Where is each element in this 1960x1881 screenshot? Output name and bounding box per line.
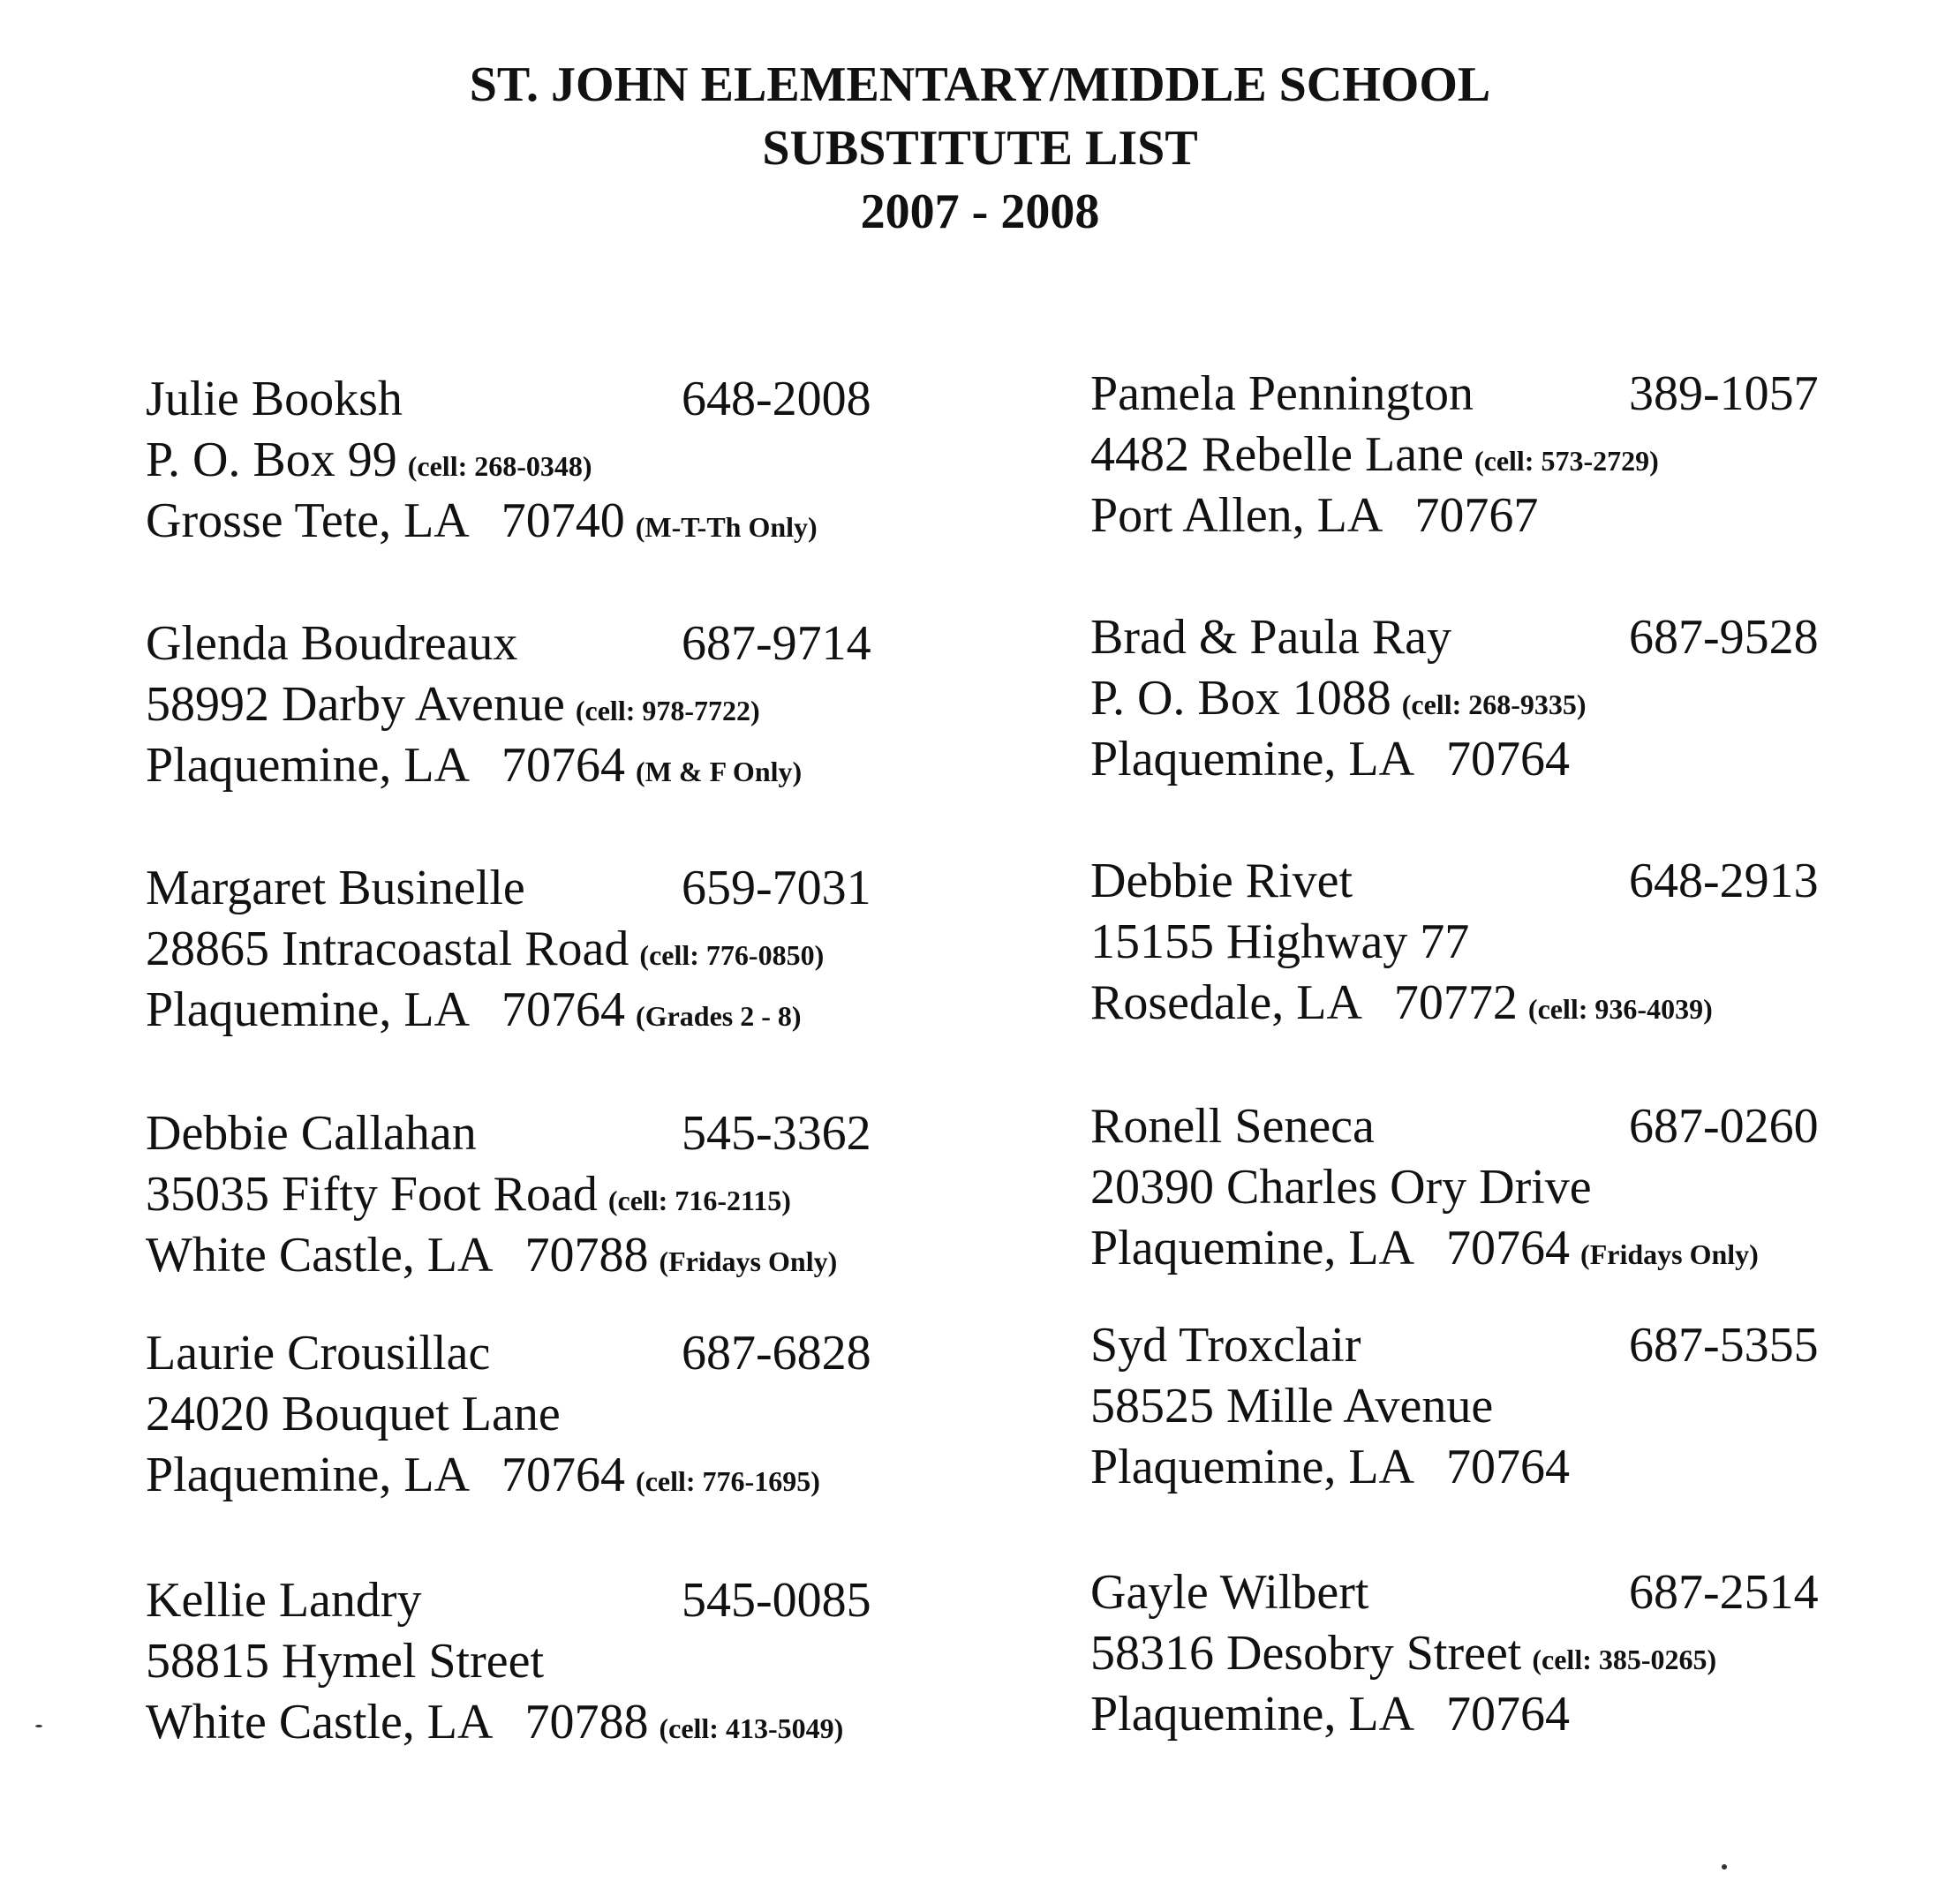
zip-code: 70788 [524, 1228, 649, 1283]
name-line [146, 1103, 940, 1164]
document-header [0, 53, 1960, 244]
city-state: Grosse Tete, LA [146, 493, 470, 548]
street-address: P. O. Box 1088 [1090, 671, 1391, 726]
city-line [146, 1445, 940, 1506]
zip-code: 70764 [501, 982, 626, 1037]
substitute-phone: 687-5355 [1629, 1318, 1819, 1373]
substitute-name: Syd Troxclair [1090, 1318, 1361, 1373]
city-line [146, 1225, 940, 1286]
address-note: (cell: 385-0265) [1532, 1644, 1717, 1675]
address-line [1090, 425, 1885, 485]
city-state: Port Allen, LA [1090, 488, 1383, 543]
city-state: White Castle, LA [146, 1695, 494, 1749]
substitute-entry [146, 1103, 940, 1349]
substitute-phone: 687-2514 [1629, 1565, 1819, 1620]
zip-code: 70764 [1446, 732, 1571, 786]
substitute-entry [1090, 1315, 1885, 1561]
substitute-phone: 389-1057 [1629, 366, 1819, 421]
substitute-entry [146, 369, 940, 614]
substitute-phone: 545-3362 [682, 1106, 871, 1161]
availability-note: (Fridays Only) [1580, 1238, 1759, 1270]
address-line [146, 430, 940, 491]
name-line [146, 858, 940, 919]
city-state: Plaquemine, LA [146, 1448, 471, 1502]
substitute-entry [1090, 1096, 1885, 1342]
address-note: (cell: 268-0348) [407, 450, 592, 482]
city-state: Plaquemine, LA [1090, 1221, 1415, 1275]
availability-note: (M-T-Th Only) [635, 511, 818, 543]
address-note: (cell: 716-2115) [607, 1185, 791, 1216]
substitute-entry [146, 858, 940, 1103]
city-line [146, 491, 940, 552]
city-line [1090, 729, 1885, 790]
city-state: Plaquemine, LA [146, 738, 471, 793]
substitute-name: Debbie Callahan [146, 1106, 477, 1161]
substitute-entry [1090, 1562, 1885, 1808]
address-line [1090, 1623, 1885, 1684]
substitute-entry [146, 1570, 940, 1816]
school-name-heading: ST. JOHN ELEMENTARY/MIDDLE SCHOOL [469, 57, 1491, 112]
city-state: Plaquemine, LA [1090, 1440, 1415, 1494]
zip-code: 70764 [1446, 1687, 1571, 1742]
school-year-heading: 2007 - 2008 [860, 184, 1100, 239]
scan-speck [35, 1725, 42, 1727]
substitute-phone: 687-0260 [1629, 1099, 1819, 1154]
address-line [1090, 912, 1885, 973]
substitute-name: Debbie Rivet [1090, 854, 1353, 908]
name-line [1090, 851, 1885, 912]
substitute-name: Kellie Landry [146, 1573, 422, 1628]
name-line [1090, 1315, 1885, 1376]
address-note: (cell: 776-0850) [639, 939, 825, 971]
city-line [1090, 485, 1885, 546]
street-address: 58992 Darby Avenue [146, 677, 565, 732]
substitute-phone: 687-9528 [1629, 610, 1819, 665]
name-line [146, 1570, 940, 1631]
address-note: (cell: 978-7722) [575, 695, 760, 726]
zip-code: 70764 [501, 738, 626, 793]
substitute-name: Brad & Paula Ray [1090, 610, 1452, 665]
zip-code: 70772 [1393, 975, 1518, 1030]
address-line [146, 1384, 940, 1445]
city-line [1090, 1218, 1885, 1279]
city-line [1090, 973, 1885, 1034]
street-address: 35035 Fifty Foot Road [146, 1167, 598, 1222]
availability-note: (M & F Only) [636, 756, 803, 787]
address-line [1090, 668, 1885, 729]
zip-code: 70764 [501, 1448, 626, 1502]
city-state: Plaquemine, LA [146, 982, 471, 1037]
substitute-name: Glenda Boudreaux [146, 616, 518, 671]
address-line [146, 674, 940, 735]
address-line [146, 1164, 940, 1225]
availability-note: (cell: 936-4039) [1527, 993, 1713, 1025]
street-address: 58815 Hymel Street [146, 1634, 545, 1689]
street-address: 24020 Bouquet Lane [146, 1387, 561, 1441]
name-line [1090, 364, 1885, 425]
substitute-name: Laurie Crousillac [146, 1326, 491, 1381]
street-address: 58316 Desobry Street [1090, 1626, 1522, 1681]
substitute-phone: 659-7031 [682, 861, 871, 915]
substitute-name: Gayle Wilbert [1090, 1565, 1369, 1620]
substitute-entry [1090, 364, 1885, 609]
list-title-heading: SUBSTITUTE LIST [762, 121, 1198, 176]
name-line [1090, 1096, 1885, 1157]
availability-note: (Grades 2 - 8) [636, 1000, 802, 1032]
substitute-name: Julie Booksh [146, 372, 403, 426]
zip-code: 70764 [1446, 1221, 1571, 1275]
street-address: P. O. Box 99 [146, 433, 397, 487]
substitute-phone: 648-2913 [1629, 854, 1819, 908]
substitute-name: Ronell Seneca [1090, 1099, 1375, 1154]
substitute-name: Pamela Pennington [1090, 366, 1474, 421]
street-address: 20390 Charles Ory Drive [1090, 1160, 1592, 1215]
address-line [1090, 1157, 1885, 1218]
city-state: White Castle, LA [146, 1228, 494, 1283]
street-address: 28865 Intracoastal Road [146, 922, 629, 976]
availability-note: (Fridays Only) [659, 1245, 838, 1277]
substitute-entry [1090, 607, 1885, 853]
substitute-phone: 545-0085 [682, 1573, 871, 1628]
availability-note: (cell: 776-1695) [636, 1465, 820, 1497]
city-state: Plaquemine, LA [1090, 1687, 1415, 1742]
city-line [146, 1692, 940, 1753]
name-line [1090, 607, 1885, 668]
address-line [146, 919, 940, 980]
name-line [146, 369, 940, 430]
city-line [146, 980, 940, 1041]
address-note: (cell: 573-2729) [1474, 445, 1659, 477]
substitute-entry [1090, 851, 1885, 1096]
substitute-phone: 648-2008 [682, 372, 871, 426]
name-line [146, 1323, 940, 1384]
street-address: 15155 Highway 77 [1090, 914, 1470, 969]
city-line [1090, 1437, 1885, 1498]
address-note: (cell: 268-9335) [1401, 688, 1587, 720]
name-line [146, 613, 940, 674]
city-line [1090, 1684, 1885, 1745]
street-address: 58525 Mille Avenue [1090, 1379, 1494, 1433]
substitute-phone: 687-6828 [682, 1326, 871, 1381]
city-line [146, 735, 940, 796]
substitute-entry [146, 1323, 940, 1569]
substitute-name: Margaret Businelle [146, 861, 525, 915]
zip-code: 70740 [501, 493, 625, 548]
address-line [146, 1631, 940, 1692]
substitute-phone: 687-9714 [682, 616, 871, 671]
address-line [1090, 1376, 1885, 1437]
street-address: 4482 Rebelle Lane [1090, 427, 1464, 482]
substitute-entry [146, 613, 940, 859]
city-state: Rosedale, LA [1090, 975, 1362, 1030]
name-line [1090, 1562, 1885, 1623]
zip-code: 70767 [1414, 488, 1539, 543]
city-state: Plaquemine, LA [1090, 732, 1415, 786]
availability-note: (cell: 413-5049) [659, 1712, 844, 1744]
zip-code: 70788 [524, 1695, 649, 1749]
zip-code: 70764 [1446, 1440, 1571, 1494]
scan-speck [1722, 1864, 1727, 1870]
